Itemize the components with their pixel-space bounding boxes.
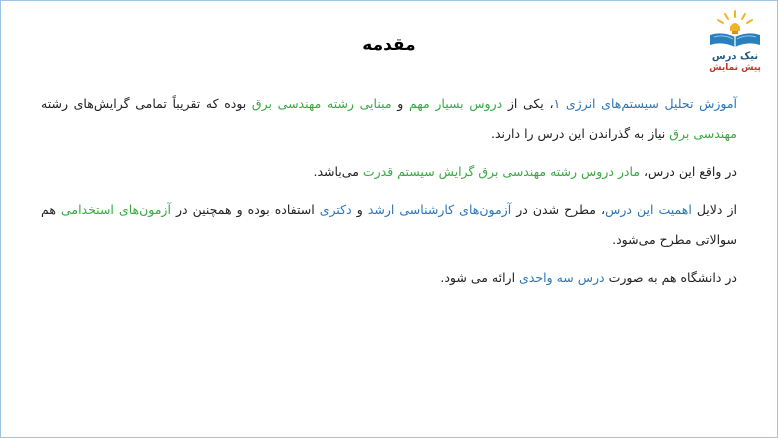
text-run: آموزش تحلیل سیستم‌های انرژی ۱ [553, 96, 738, 111]
text-run: استفاده بوده و همچنین در [170, 202, 320, 217]
text-run: ارائه می شود. [440, 270, 520, 285]
text-run: ، مطرح شدن در [511, 202, 606, 217]
text-run: بوده که تقریباً تمامی گرایش‌های رشته [41, 96, 252, 111]
text-run: مادر دروس رشته مهندسی برق گرایش سیستم قدرت [362, 164, 640, 179]
text-run: ، یکی از [502, 96, 554, 111]
text-run: در واقع این درس، [640, 164, 737, 179]
paragraph-1 [41, 89, 737, 149]
paragraph-4 [41, 263, 737, 293]
text-run: و [351, 202, 368, 217]
text-run: مهندسی برق [669, 126, 737, 141]
paragraph-3 [41, 195, 737, 255]
paragraph-2 [41, 157, 737, 187]
text-run: و [391, 96, 409, 111]
text-run: هم سوالاتی مطرح می‌شود. [41, 202, 737, 247]
page-title: مقدمه [362, 35, 416, 55]
logo-name: نیک درس [711, 51, 759, 62]
text-run: مبنایی رشته مهندسی برق [251, 96, 392, 111]
text-run: آزمون‌های کارشناسی ارشد [367, 202, 512, 217]
text-run: از دلایل [691, 202, 738, 217]
body-text [41, 89, 737, 301]
logo-subtitle: پیش نمایش [709, 63, 761, 73]
text-run: دروس بسیار مهم [408, 96, 503, 111]
text-run: در دانشگاه هم به صورت [604, 270, 737, 285]
text-run: آزمون‌های استخدامی [60, 202, 171, 217]
text-run: می‌باشد. [313, 164, 363, 179]
text-run: دکتری [319, 202, 352, 217]
text-run: اهمیت این درس [605, 202, 692, 217]
text-run: درس سه واحدی [519, 270, 605, 285]
text-run: نیاز به گذراندن این درس را دارند. [491, 126, 670, 141]
